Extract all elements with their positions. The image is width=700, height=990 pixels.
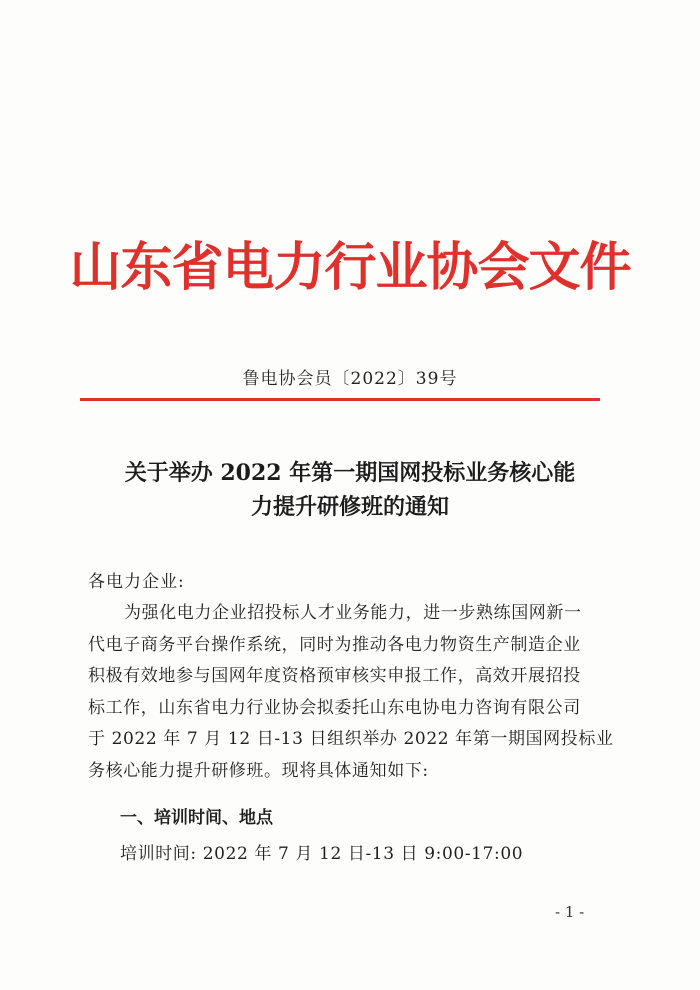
paragraph-line: 务核心能力提升研修班。现将具体通知如下:	[88, 760, 429, 781]
salutation: 各电力企业:	[88, 572, 185, 592]
paragraph-line: 于 2022 年 7 月 12 日-13 日组织举办 2022 年第一期国网投标业	[88, 729, 614, 749]
training-time: 培训时间: 2022 年 7 月 12 日-13 日 9:00-17:00	[120, 844, 524, 864]
notice-title-line: 关于举办 2022 年第一期国网投标业务核心能	[124, 460, 576, 486]
section-heading: 一、培训时间、地点	[120, 808, 273, 828]
notice-title	[80, 456, 620, 524]
page-number: - 1 -	[555, 903, 585, 921]
paragraph-line: 代电子商务平台操作系统，同时为推动各电力物资生产制造企业	[88, 634, 581, 655]
paragraph-line: 标工作，山东省电力行业协会拟委托山东电协电力咨询有限公司	[88, 697, 581, 718]
notice-title-line: 力提升研修班的通知	[250, 494, 449, 520]
document-number: 鲁电协会员〔2022〕39号	[242, 369, 458, 389]
paragraph-line: 为强化电力企业招投标人才业务能力，进一步熟练国网新一	[124, 603, 582, 623]
document-header-title: 山东省电力行业协会文件	[69, 238, 631, 298]
body-paragraph	[88, 598, 628, 787]
red-divider-line	[80, 398, 600, 401]
paragraph-line: 积极有效地参与国网年度资格预审核实申报工作，高效开展招投	[88, 666, 581, 686]
